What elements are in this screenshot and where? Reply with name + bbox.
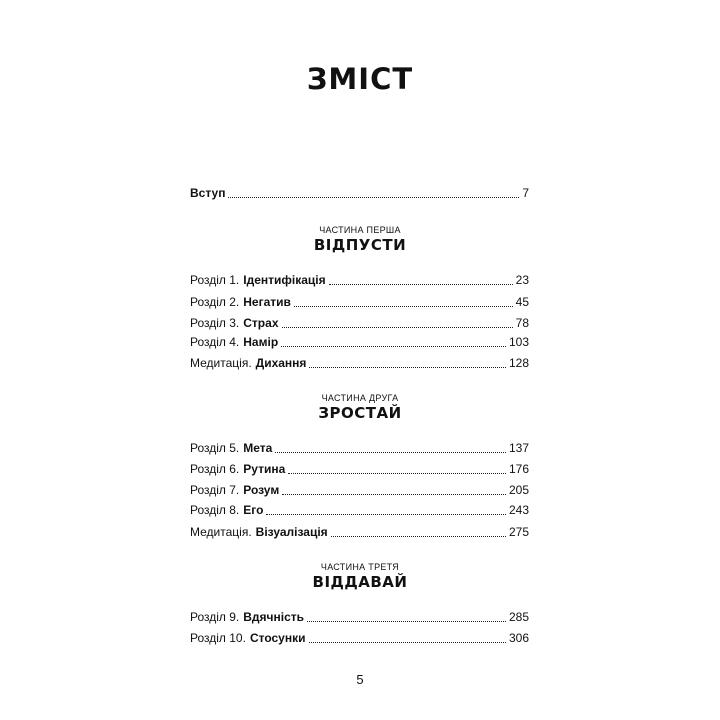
page-number: 5 [356, 672, 364, 687]
entry-page: 23 [515, 273, 529, 287]
part-label: ЧАСТИНА ДРУГА [321, 393, 399, 403]
entry-page: 243 [508, 503, 529, 517]
entry-page: 137 [508, 441, 529, 455]
entry-prefix: Розділ 7. [190, 483, 240, 497]
part-title: ВІДДАВАЙ [312, 573, 408, 591]
entry-page: 306 [508, 631, 529, 645]
toc-entry [190, 523, 529, 541]
entry-prefix: Розділ 1. [190, 273, 240, 287]
part-label: ЧАСТИНА ТРЕТЯ [320, 562, 400, 572]
toc-entry [190, 293, 529, 311]
page-title: ЗМІСТ [306, 62, 414, 96]
entry-page: 103 [508, 335, 529, 349]
entry-name: Рутина [243, 462, 286, 476]
toc-entry [190, 608, 529, 626]
entry-prefix: Медитація. [190, 525, 252, 539]
dot-leader [307, 621, 506, 622]
entry-name: Дихання [255, 356, 307, 370]
entry-page: 128 [508, 356, 529, 370]
entry-prefix: Медитація. [190, 356, 252, 370]
entry-prefix: Розділ 10. [190, 631, 246, 645]
dot-leader [275, 452, 506, 453]
dot-leader [329, 284, 513, 285]
entry-name: Его [243, 503, 264, 517]
entry-name: Стосунки [249, 631, 306, 645]
entry-page: 7 [522, 186, 529, 200]
dot-leader [281, 346, 506, 347]
part-title: ЗРОСТАЙ [318, 404, 402, 422]
entry-name: Страх [243, 316, 279, 330]
dot-leader [309, 367, 506, 368]
part-label: ЧАСТИНА ПЕРША [319, 225, 401, 235]
entry-name: Вступ [190, 186, 226, 200]
entry-prefix: Розділ 3. [190, 316, 240, 330]
dot-leader [266, 514, 506, 515]
entry-page: 78 [515, 316, 529, 330]
dot-leader [331, 536, 506, 537]
entry-page: 45 [515, 295, 529, 309]
toc-entry [190, 354, 529, 372]
dot-leader [282, 494, 506, 495]
toc-entry [190, 460, 529, 478]
toc-entry [190, 271, 529, 289]
dot-leader [309, 642, 506, 643]
toc-entry [190, 333, 529, 351]
toc-entry [190, 501, 529, 519]
toc-entry-intro [190, 184, 529, 202]
entry-page: 205 [508, 483, 529, 497]
entry-page: 285 [508, 610, 529, 624]
entry-name: Розум [243, 483, 280, 497]
entry-name: Візуалізація [255, 525, 328, 539]
dot-leader [228, 197, 519, 198]
entry-prefix: Розділ 9. [190, 610, 240, 624]
dot-leader [282, 327, 513, 328]
dot-leader [294, 306, 513, 307]
entry-page: 176 [508, 462, 529, 476]
entry-name: Намір [243, 335, 279, 349]
entry-name: Мета [243, 441, 273, 455]
toc-entry [190, 629, 529, 647]
entry-prefix: Розділ 8. [190, 503, 240, 517]
entry-name: Ідентифікація [243, 273, 326, 287]
toc-entry [190, 314, 529, 332]
entry-page: 275 [508, 525, 529, 539]
toc-entry [190, 439, 529, 457]
entry-name: Вдячність [243, 610, 305, 624]
entry-prefix: Розділ 6. [190, 462, 240, 476]
toc-entry [190, 481, 529, 499]
entry-prefix: Розділ 4. [190, 335, 240, 349]
entry-name: Негатив [243, 295, 291, 309]
part-title: ВІДПУСТИ [313, 236, 407, 254]
dot-leader [288, 473, 506, 474]
entry-prefix: Розділ 2. [190, 295, 240, 309]
entry-prefix: Розділ 5. [190, 441, 240, 455]
